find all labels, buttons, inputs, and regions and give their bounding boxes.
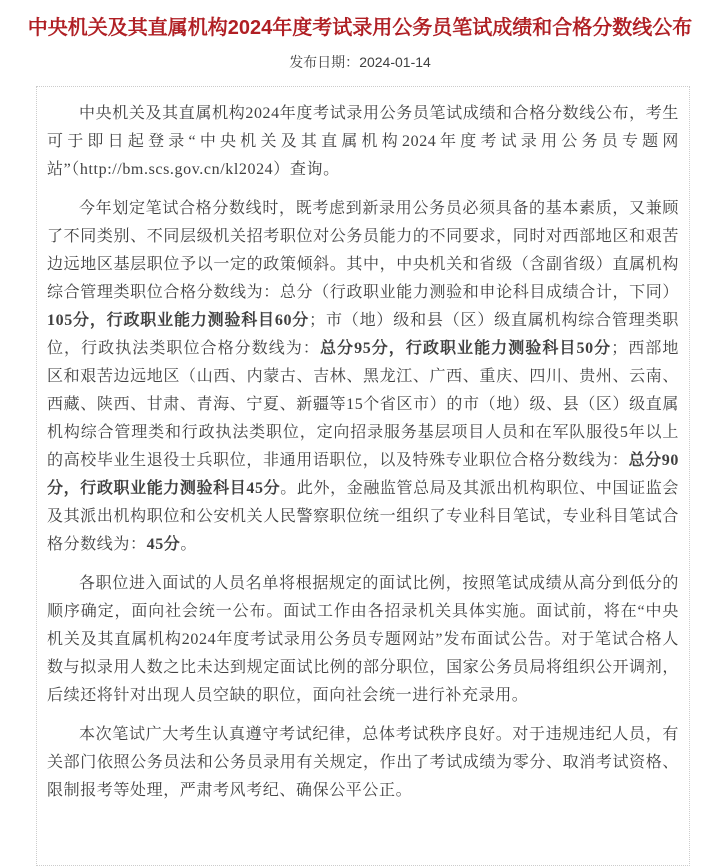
- paragraph: [47, 570, 679, 710]
- paragraph: [47, 100, 679, 184]
- article-body: [47, 100, 679, 805]
- publish-date-label: 发布日期：: [289, 54, 360, 70]
- score-highlight: 总分95分，行政职业能力测验科目50分: [319, 340, 612, 357]
- paragraph-text: 中央机关及其直属机构2024年度考试录用公务员笔试成绩和合格分数线公布，考生可于即日起登录“中央机关及其直属机构2024年度考试录用公务员专题网站”（http://bm.scs.gov.cn/kl2024）查询。: [47, 105, 679, 178]
- score-highlight: 总分90分，行政职业能力测验科目45分: [47, 452, 679, 497]
- paragraph-text: 今年划定笔试合格分数线时，既考虑到新录用公务员必须具备的基本素质，又兼顾了不同类别、不同层级机关招考职位对公务员能力的不同要求，同时对西部地区和艰苦边远地区基层职位予以一定的政策倾斜。其中，中央机关和省级（含副省级）直属机构综合管理类职位合格分数线为：总分（行政职业能力测验和申论科目成绩合计，下同）: [47, 200, 679, 301]
- paragraph-text: ；市（地）级和县（区）级直属机构综合管理类职位，行政执法类职位合格分数线为：: [47, 312, 679, 357]
- paragraph: [47, 195, 679, 559]
- paragraph-text: 。此外，金融监管总局及其派出机构职位、中国证监会及其派出机构职位和公安机关人民警察职位统一组织了专业科目笔试，专业科目笔试合格分数线为：: [47, 480, 679, 553]
- paragraph: [47, 721, 679, 805]
- publish-date-value: 2024-01-14: [359, 54, 431, 70]
- paragraph-text: ；西部地区和艰苦边远地区（山西、内蒙古、吉林、黑龙江、广西、重庆、四川、贵州、云南、西藏、陕西、甘肃、青海、宁夏、新疆等15个省区市）的市（地）级、县（区）级直属机构综合管理类和行政执法类职位，定向招录服务基层项目人员和在军队服役5年以上的高校毕业生退役士兵职位，非通用语职位，以及特殊专业职位合格分数线为：: [47, 340, 679, 469]
- score-highlight: 105分，行政职业能力测验科目60分: [47, 312, 310, 329]
- score-highlight: 45分: [146, 536, 181, 553]
- page-title: 中央机关及其直属机构2024年度考试录用公务员笔试成绩和合格分数线公布: [27, 17, 693, 39]
- paragraph-text: 各职位进入面试的人员名单将根据规定的面试比例，按照笔试成绩从高分到低分的顺序确定，面向社会统一公布。面试工作由各招录机关具体实施。面试前，将在“中央机关及其直属机构2024年度考试录用公务员专题网站”发布面试公告。对于笔试合格人数与拟录用人数之比未达到规定面试比例的部分职位，国家公务员局将组织公开调剂，后续还将针对出现人员空缺的职位，面向社会统一进行补充录用。: [47, 575, 679, 704]
- article-box: [36, 86, 690, 866]
- publish-date-line: [0, 52, 720, 72]
- paragraph-text: 本次笔试广大考生认真遵守考试纪律，总体考试秩序良好。对于违规违纪人员，有关部门依照公务员法和公务员录用有关规定，作出了考试成绩为零分、取消考试资格、限制报考等处理，严肃考风考纪、确保公平公正。: [47, 726, 679, 799]
- paragraph-text: 。: [180, 536, 198, 553]
